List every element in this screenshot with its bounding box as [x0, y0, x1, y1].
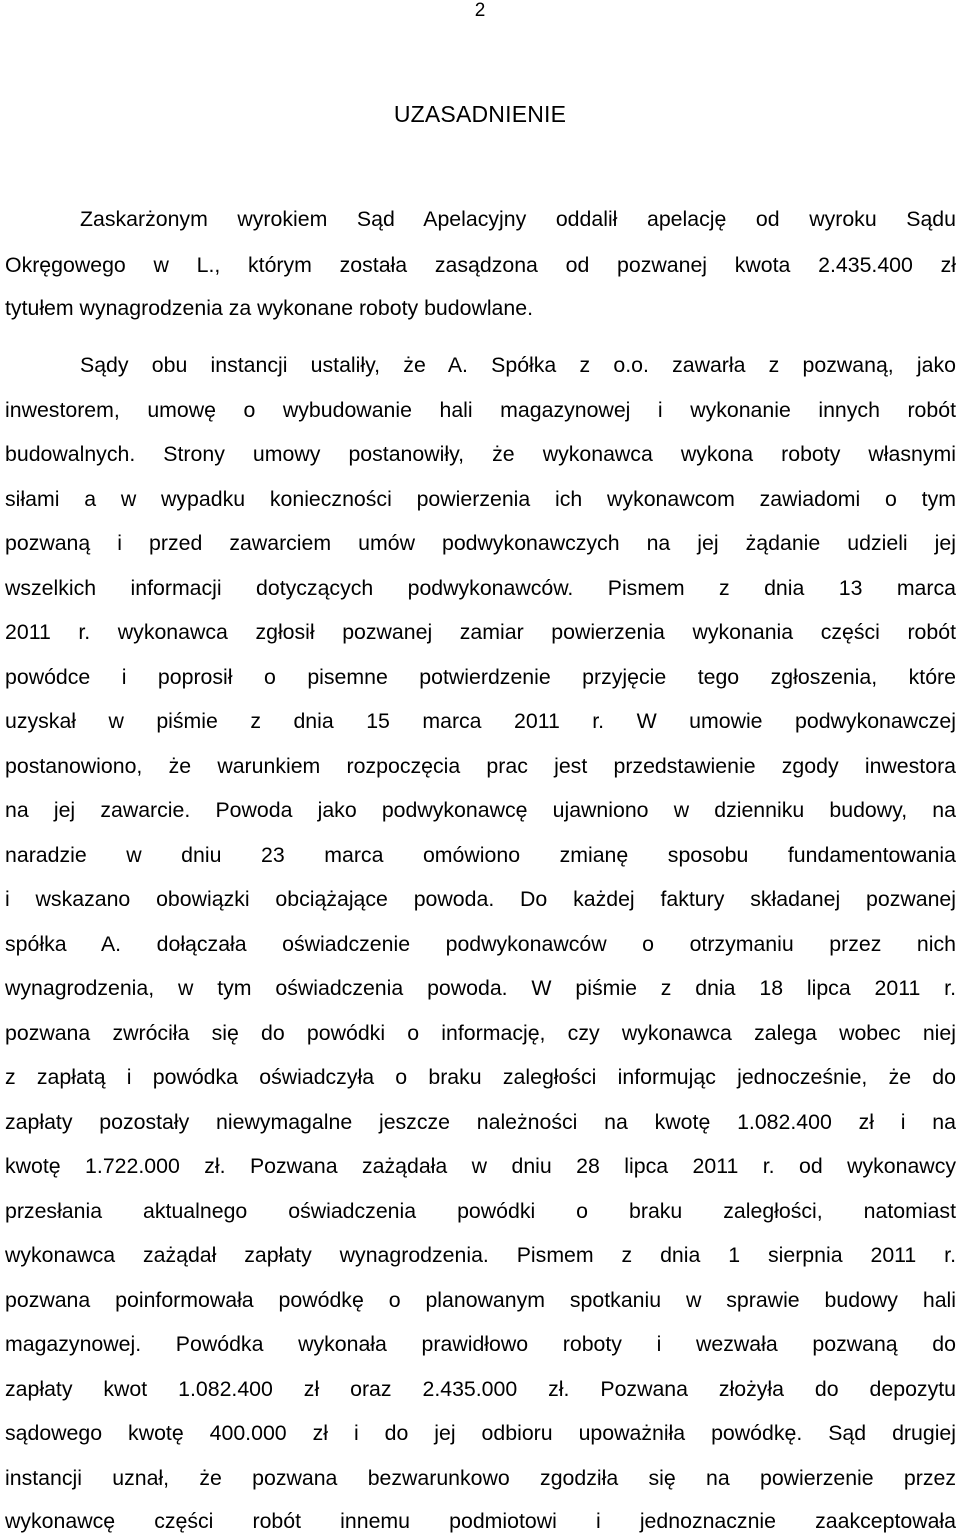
body-line: uzyskał w piśmie z dnia 15 marca 2011 r. W umowie podwykonawczej: [5, 709, 956, 733]
page-number: 2: [474, 0, 486, 21]
body-line: instancji uznał, że pozwana bezwarunkowo zgodziła się na powierzenie przez: [5, 1466, 956, 1490]
body-line: Okręgowego w L., którym została zasądzona od pozwanej kwota 2.435.400 zł: [5, 253, 956, 277]
body-line: Sądy obu instancji ustaliły, że A. Spółka z o.o. zawarła z pozwaną, jako: [80, 353, 956, 377]
body-line: magazynowej. Powódka wykonała prawidłowo roboty i wezwała pozwaną do: [5, 1332, 956, 1356]
document-heading: UZASADNIENIE: [393, 101, 567, 127]
body-line: powódce i poprosił o pisemne potwierdzenie przyjęcie tego zgłoszenia, które: [5, 665, 956, 689]
body-line: z zapłatą i powódka oświadczyła o braku zaległości informując jednocześnie, że do: [5, 1065, 956, 1089]
body-line: i wskazano obowiązki obciążające powoda. Do każdej faktury składanej pozwanej: [5, 887, 956, 911]
body-line: zapłaty pozostały niewymagalne jeszcze należności na kwotę 1.082.400 zł i na: [5, 1110, 956, 1134]
body-line: kwotę 1.722.000 zł. Pozwana zażądała w dniu 28 lipca 2011 r. od wykonawcy: [5, 1154, 956, 1178]
body-line: pozwana zwróciła się do powódki o informację, czy wykonawca zalega wobec niej: [5, 1021, 956, 1045]
body-line: siłami a w wypadku konieczności powierzenia ich wykonawcom zawiadomi o tym: [5, 487, 956, 511]
body-line: spółka A. dołączała oświadczenie podwykonawców o otrzymaniu przez nich: [5, 932, 956, 956]
body-line: sądowego kwotę 400.000 zł i do jej odbioru upoważniła powódkę. Sąd drugiej: [5, 1421, 956, 1445]
body-line: inwestorem, umowę o wybudowanie hali magazynowej i wykonanie innych robót: [5, 398, 956, 422]
body-line: postanowiono, że warunkiem rozpoczęcia prac jest przedstawienie zgody inwestora: [5, 754, 956, 778]
body-line: Zaskarżonym wyrokiem Sąd Apelacyjny oddalił apelację od wyroku Sądu: [80, 207, 956, 231]
body-line: wszelkich informacji dotyczących podwykonawców. Pismem z dnia 13 marca: [5, 576, 956, 600]
body-line: wykonawca zażądał zapłaty wynagrodzenia. Pismem z dnia 1 sierpnia 2011 r.: [5, 1243, 956, 1267]
body-line: wykonawcę części robót innemu podmiotowi i jednoznacznie zaakceptowała: [5, 1509, 956, 1533]
body-line: tytułem wynagrodzenia za wykonane roboty budowlane.: [5, 296, 534, 320]
body-line: pozwaną i przed zawarciem umów podwykonawczych na jej żądanie udzieli jej: [5, 531, 956, 555]
body-line: pozwana poinformowała powódkę o planowanym spotkaniu w sprawie budowy hali: [5, 1288, 956, 1312]
body-line: 2011 r. wykonawca zgłosił pozwanej zamiar powierzenia wykonania części robót: [5, 620, 956, 644]
body-line: na jej zawarcie. Powoda jako podwykonawcę ujawniono w dzienniku budowy, na: [5, 798, 956, 822]
body-line: budowalnych. Strony umowy postanowiły, że wykonawca wykona roboty własnymi: [5, 442, 956, 466]
body-line: naradzie w dniu 23 marca omówiono zmianę sposobu fundamentowania: [5, 843, 956, 867]
body-line: zapłaty kwot 1.082.400 zł oraz 2.435.000 zł. Pozwana złożyła do depozytu: [5, 1377, 956, 1401]
body-line: wynagrodzenia, w tym oświadczenia powoda. W piśmie z dnia 18 lipca 2011 r.: [5, 976, 956, 1000]
body-line: przesłania aktualnego oświadczenia powódki o braku zaległości, natomiast: [5, 1199, 956, 1223]
